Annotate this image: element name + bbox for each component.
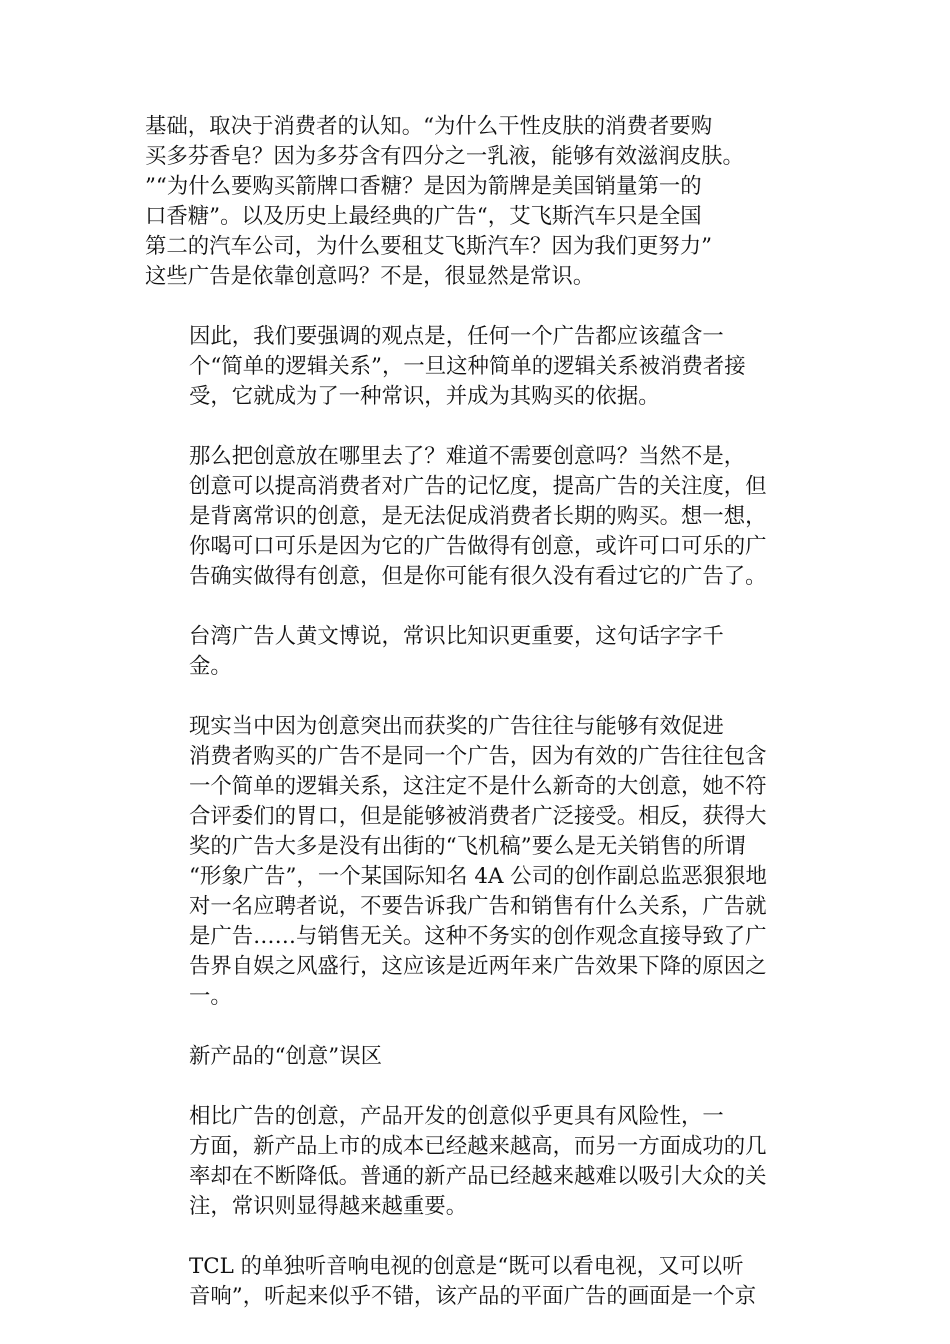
text-line: 告确实做得有创意，但是你可能有很久没有看过它的广告了。 bbox=[189, 564, 767, 589]
text-line: 注，常识则显得越来越重要。 bbox=[189, 1194, 468, 1219]
text-line: 台湾广告人黄文博说，常识比知识更重要，这句话字字千 bbox=[189, 624, 724, 649]
paragraph-1 bbox=[145, 112, 805, 292]
paragraph-4 bbox=[145, 622, 805, 682]
paragraph-3 bbox=[145, 442, 805, 592]
text-line: 那么把创意放在哪里去了？难道不需要创意吗？当然不是， bbox=[189, 444, 746, 469]
text-line: 是背离常识的创意，是无法促成消费者长期的购买。想一想， bbox=[189, 504, 767, 529]
document-body bbox=[145, 112, 805, 1342]
text-line: 奖的广告大多是没有出街的“飞机稿”要么是无关销售的所谓 bbox=[189, 834, 746, 859]
text-line: 基础，取决于消费者的认知。“为什么干性皮肤的消费者要购 bbox=[145, 114, 713, 139]
text-line: 一个简单的逻辑关系，这注定不是什么新奇的大创意，她不符 bbox=[189, 774, 767, 799]
text-line: 现实当中因为创意突出而获奖的广告往往与能够有效促进 bbox=[189, 714, 724, 739]
paragraph-2 bbox=[145, 322, 805, 412]
text-line: 买多芬香皂？因为多芬含有四分之一乳液，能够有效滋润皮肤。 bbox=[145, 144, 744, 169]
text-line: 创意可以提高消费者对广告的记忆度，提高广告的关注度，但 bbox=[189, 474, 767, 499]
text-line: 率却在不断降低。普通的新产品已经越来越难以吸引大众的关 bbox=[189, 1164, 767, 1189]
text-line: 因此，我们要强调的观点是，任何一个广告都应该蕴含一 bbox=[189, 324, 724, 349]
text-line: ”“为什么要购买箭牌口香糖？是因为箭牌是美国销量第一的 bbox=[145, 174, 702, 199]
paragraph-6 bbox=[145, 1102, 805, 1222]
text-line: 一。 bbox=[189, 984, 232, 1009]
text-line: 合评委们的胃口，但是能够被消费者广泛接受。相反，获得大 bbox=[189, 804, 767, 829]
paragraph-5 bbox=[145, 712, 805, 1012]
paragraph-7 bbox=[145, 1252, 805, 1312]
text-line: TCL 的单独听音响电视的创意是“既可以看电视，又可以听 bbox=[189, 1254, 744, 1279]
section-heading bbox=[145, 1042, 805, 1072]
text-line: 方面，新产品上市的成本已经越来越高，而另一方面成功的几 bbox=[189, 1134, 767, 1159]
text-line: 音响”，听起来似乎不错，该产品的平面广告的画面是一个京 bbox=[189, 1284, 757, 1309]
text-line: “形象广告”，一个某国际知名 4A 公司的创作副总监恶狠狠地 bbox=[189, 864, 767, 889]
text-line: 是广告……与销售无关。这种不务实的创作观念直接导致了广 bbox=[189, 924, 767, 949]
text-line: 相比广告的创意，产品开发的创意似乎更具有风险性，一 bbox=[189, 1104, 724, 1129]
text-line: 新产品的“创意”误区 bbox=[189, 1044, 382, 1069]
text-line: 对一名应聘者说，不要告诉我广告和销售有什么关系，广告就 bbox=[189, 894, 767, 919]
text-line: 受，它就成为了一种常识，并成为其购买的依据。 bbox=[189, 384, 660, 409]
text-line: 这些广告是依靠创意吗？不是，很显然是常识。 bbox=[145, 264, 595, 289]
text-line: 告界自娱之风盛行，这应该是近两年来广告效果下降的原因之 bbox=[189, 954, 767, 979]
text-line: 口香糖”。以及历史上最经典的广告“，艾飞斯汽车只是全国 bbox=[145, 204, 702, 229]
text-line: 消费者购买的广告不是同一个广告，因为有效的广告往往包含 bbox=[189, 744, 767, 769]
text-line: 金。 bbox=[189, 654, 232, 679]
text-line: 第二的汽车公司，为什么要租艾飞斯汽车？因为我们更努力” bbox=[145, 234, 713, 259]
text-line: 你喝可口可乐是因为它的广告做得有创意，或许可口可乐的广 bbox=[189, 534, 767, 559]
text-line: 个“简单的逻辑关系”，一旦这种简单的逻辑关系被消费者接 bbox=[189, 354, 746, 379]
